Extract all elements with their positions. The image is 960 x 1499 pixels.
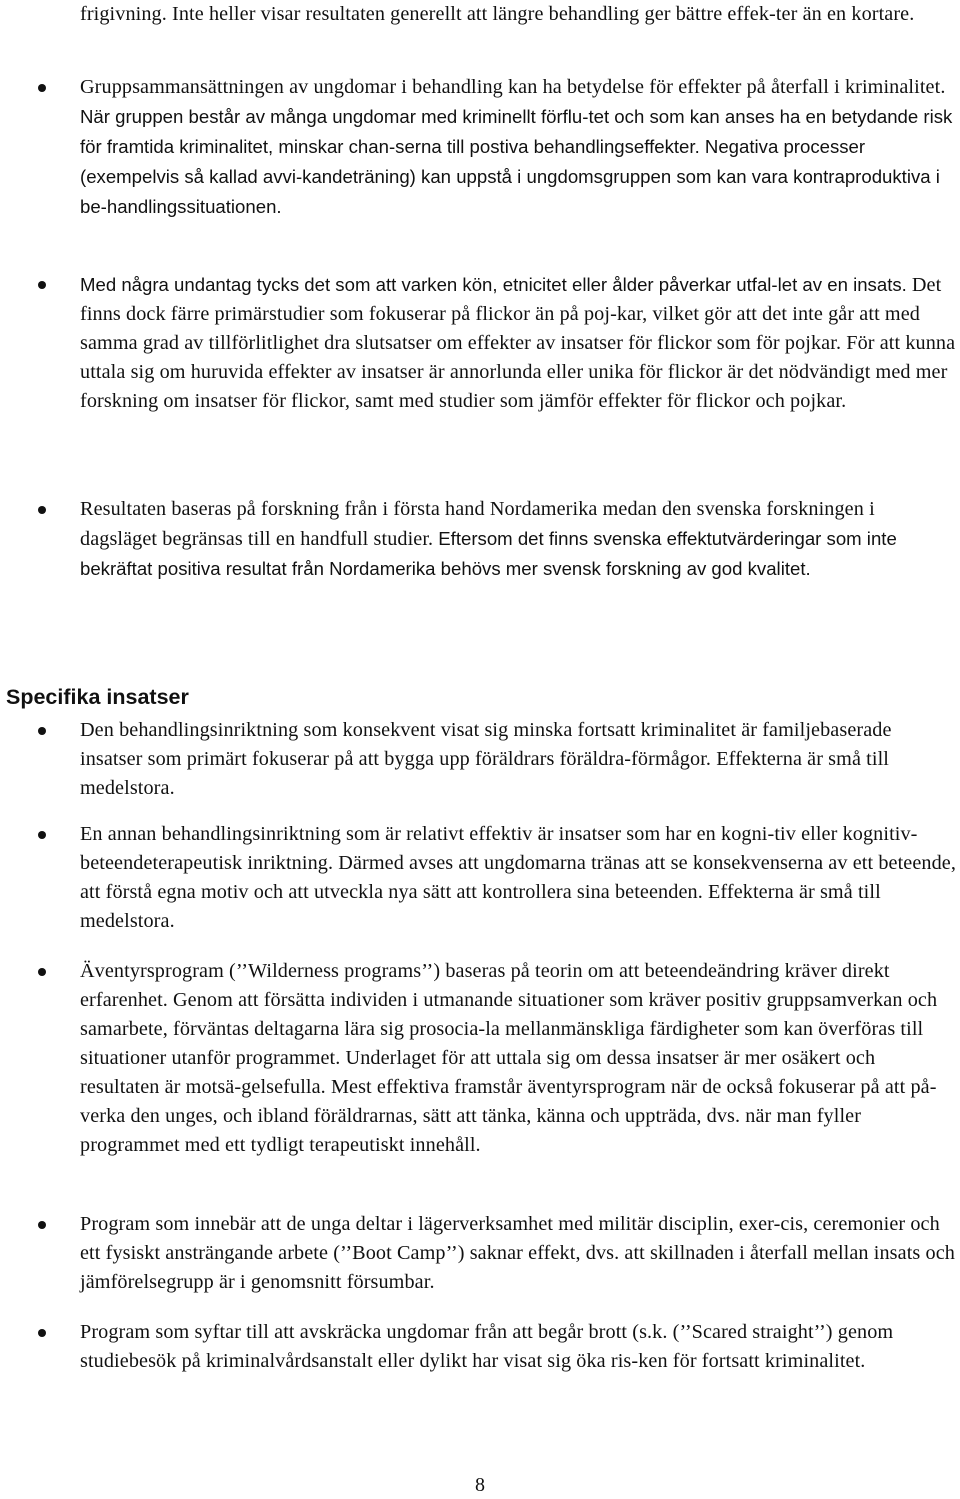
bullet-icon — [38, 281, 46, 289]
list-item-text — [80, 716, 956, 803]
list-item-text — [80, 1318, 956, 1376]
sentence: Äventyrsprogram (’’Wilderness programs’’) baseras på teorin om att beteendeändring kräver direkt erfarenhet. — [80, 960, 890, 1011]
sentence: Eftersom det finns svenska effektutvärderingar som inte bekräftat positiva resultat från Nordamerika behövs mer svensk forskning av god kvalitet. — [80, 528, 897, 579]
sentence: När gruppen består av många ungdomar med kriminellt förflu-tet och som kan anses ha en betydande risk för framtida kriminalitet, minskar chan-serna till postiva behandlingseffekter. Negativa processer (exempelvis så kallad avvi-kandeträning) kan uppstå i ungdomsgruppen som kan vara kontraproduktiva i be-handlingssituationen. — [80, 106, 953, 217]
bullet-icon — [38, 727, 46, 735]
sentence: Med några undantag tycks det som att varken kön, etnicitet eller ålder påverkar utfal-let av en insats. — [80, 274, 907, 295]
section-heading: Specifika insatser — [6, 685, 189, 709]
sentence: Den behandlingsinriktning som konsekvent visat sig minska fortsatt kriminalitet är familjebaserade insatser som primärt fokuserar på att bygga upp föräldrars föräldra-förmågor. Effekterna är små till medelstora. — [80, 719, 892, 799]
bullet-icon — [38, 84, 46, 92]
bullet-icon — [38, 1329, 46, 1337]
sentence: Genom att försätta individen i utmanande situationer som kräver positiv gruppsamverkan och samarbete, förväntas deltagarna lära sig prosocia-la mellanmänskliga färdigheter som kan överföras till situationer utanför programmet. Underlaget för att uttala sig om dessa insatser är mer osäkert och resultaten är motsä-gelsefulla. Mest effektiva framstår äventyrsprogram när de också fokuserar på att på-verka den unges, och ibland föräldrarnas, sätt att tänka, känna och uppträda, dvs. när man fyller programmet med ett tydligt terapeutiskt innehåll. — [80, 989, 938, 1156]
sentence: En annan behandlingsinriktning som är relativt effektiv är insatser som har en kogni-tiv eller kognitiv-beteendeterapeutisk inriktning. Därmed avses att ungdomarna tränas att se konsekvenserna av ett beteende, att förstå egna motiv och att utveckla nya sätt att kontrollera sina beteenden. Effekterna är små till medelstora. — [80, 823, 956, 932]
list-item-text — [80, 820, 956, 936]
sentence: frigivning. Inte heller visar resultaten generellt att längre behandling ger bättre effek-ter än en kortare. — [80, 3, 915, 25]
sentence: Program som innebär att de unga deltar i lägerverksamhet med militär disciplin, exer-cis, ceremonier och ett fysiskt ansträngande arbete (’’Boot Camp’’) saknar effekt, dvs. att skillnaden i återfall mellan insats och jämförelsegrupp är i genomsnitt försumbar. — [80, 1213, 955, 1293]
list-item-text — [80, 957, 956, 1160]
list-item-text — [80, 270, 956, 416]
sentence: Det finns dock färre primärstudier som fokuserar på flickor än på poj-kar, vilket gör att det inte går att med samma grad av tillförlitlighet dra slutsatser om effekter av insatser för flickor som för pojkar. För att kunna uttala sig om huruvida effekter av insatser är annorlunda eller unika för flickor är det nödvändigt med mer forskning om insatser för flickor, samt med studier som jämför effekter för flickor och pojkar. — [80, 274, 956, 412]
bullet-icon — [38, 506, 46, 514]
paragraph-text — [80, 0, 956, 29]
page-number: 8 — [475, 1474, 485, 1496]
sentence: Resultaten baseras på forskning från i första hand Nordamerika medan den svenska forskningen i dagsläget begränsas till en handfull studier. — [80, 498, 875, 550]
list-item-text — [80, 1210, 956, 1297]
bullet-icon — [38, 968, 46, 976]
sentence: Program som syftar till att avskräcka ungdomar från att begår brott (s.k. (’’Scared straight’’) genom studiebesök på kriminalvårdsanstalt eller dylikt har visat sig öka ris-ken för fortsatt kriminalitet. — [80, 1321, 894, 1372]
bullet-icon — [38, 831, 46, 839]
bullet-icon — [38, 1221, 46, 1229]
list-item-text — [80, 495, 956, 584]
sentence: Gruppsammansättningen av ungdomar i behandling kan ha betydelse för effekter på återfall i kriminalitet. — [80, 76, 946, 98]
list-item-text — [80, 73, 956, 222]
